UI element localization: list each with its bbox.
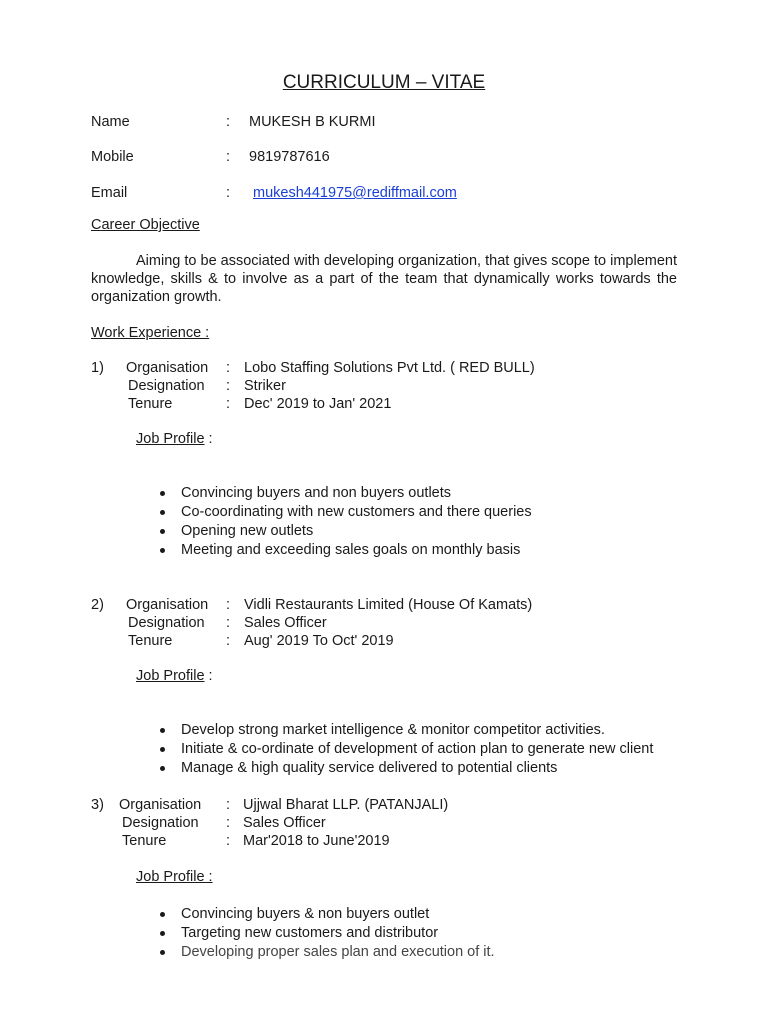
document-title: CURRICULUM – VITAE (282, 72, 486, 93)
organisation-separator: : (226, 597, 231, 613)
job-profile-colon: : (204, 668, 213, 684)
organisation-separator: : (226, 360, 231, 376)
designation-separator: : (226, 615, 231, 631)
job-profile-label: Job Profile (136, 431, 205, 447)
organisation-value: Lobo Staffing Solutions Pvt Ltd. ( RED BULL) (244, 360, 535, 376)
email-separator: : (226, 185, 231, 201)
designation-label: Designation (128, 615, 205, 631)
list-item: Co-coordinating with new customers and there queries (143, 503, 532, 522)
name-value: MUKESH B KURMI (249, 114, 376, 130)
designation-separator: : (226, 378, 231, 394)
job-profile-list (143, 484, 532, 560)
name-separator: : (226, 114, 231, 130)
tenure-label: Tenure (128, 396, 173, 412)
mobile-value: 9819787616 (249, 149, 330, 165)
list-item: Developing proper sales plan and execution of it. (143, 943, 495, 962)
job-profile-heading (136, 868, 213, 886)
designation-label: Designation (122, 815, 199, 831)
designation-label: Designation (128, 378, 205, 394)
career-objective-heading: Career Objective (91, 217, 200, 233)
tenure-value: Mar'2018 to June'2019 (243, 833, 390, 849)
job-profile-colon: : (204, 431, 213, 447)
mobile-separator: : (226, 149, 231, 165)
job-profile-label-with-colon (136, 869, 213, 885)
designation-value: Sales Officer (243, 815, 326, 831)
list-item: Targeting new customers and distributor (143, 924, 495, 943)
email-label: Email (91, 185, 128, 201)
job-number: 2) (91, 597, 104, 613)
designation-separator: : (226, 815, 231, 831)
organisation-value: Ujjwal Bharat LLP. (PATANJALI) (243, 797, 449, 813)
email-link[interactable]: mukesh441975@rediffmail.com (253, 185, 457, 201)
organisation-label: Organisation (126, 360, 209, 376)
organisation-label: Organisation (119, 797, 202, 813)
job-profile-label: Job Profile (136, 869, 205, 885)
tenure-separator: : (226, 396, 231, 412)
list-item: Initiate & co-ordinate of development of action plan to generate new client (143, 740, 653, 759)
list-item: Meeting and exceeding sales goals on monthly basis (143, 541, 532, 560)
name-label: Name (91, 114, 130, 130)
organisation-value: Vidli Restaurants Limited (House Of Kamats) (244, 597, 533, 613)
job-profile-list (143, 721, 653, 778)
work-experience-heading: Work Experience : (91, 325, 210, 341)
tenure-value: Aug' 2019 To Oct' 2019 (244, 633, 394, 649)
job-profile-label: Job Profile (136, 668, 205, 684)
list-item: Convincing buyers & non buyers outlet (143, 905, 495, 924)
job-number: 1) (91, 360, 104, 376)
designation-value: Sales Officer (244, 615, 327, 631)
list-item: Opening new outlets (143, 522, 532, 541)
list-item: Manage & high quality service delivered to potential clients (143, 759, 653, 778)
tenure-separator: : (226, 833, 231, 849)
job-profile-heading (136, 430, 213, 448)
list-item: Convincing buyers and non buyers outlets (143, 484, 532, 503)
mobile-label: Mobile (91, 149, 134, 165)
job-profile-colon: : (204, 869, 213, 885)
career-objective-text: Aiming to be associated with developing organization, that gives scope to implement knowledge, skills & to involve as a part of the team that dynamically works towards the organization growth. (91, 253, 677, 305)
job-profile-heading (136, 667, 213, 685)
job-number: 3) (91, 797, 104, 813)
tenure-value: Dec' 2019 to Jan' 2021 (244, 396, 392, 412)
designation-value: Striker (244, 378, 286, 394)
tenure-label: Tenure (128, 633, 173, 649)
tenure-label: Tenure (122, 833, 167, 849)
organisation-label: Organisation (126, 597, 209, 613)
tenure-separator: : (226, 633, 231, 649)
organisation-separator: : (226, 797, 231, 813)
job-profile-list (143, 905, 495, 962)
list-item: Develop strong market intelligence & monitor competitor activities. (143, 721, 653, 740)
